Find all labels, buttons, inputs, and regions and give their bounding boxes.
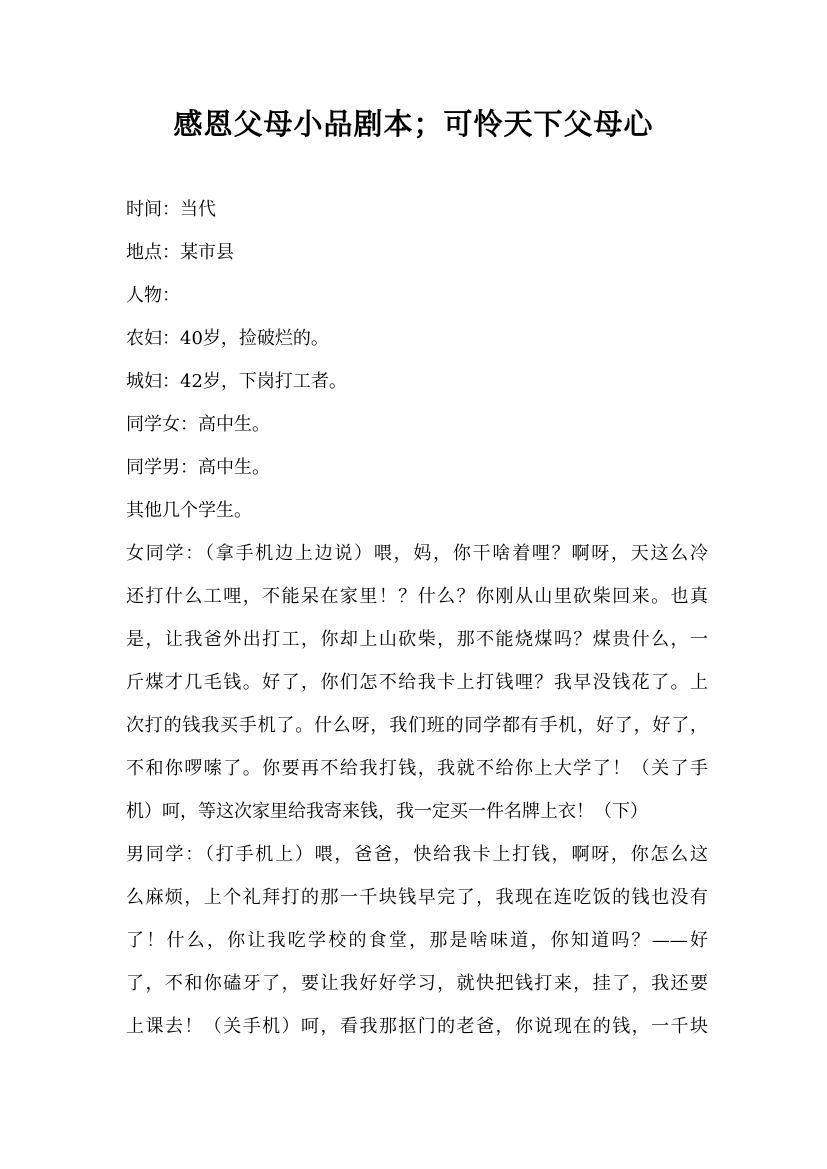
text-line: 人物： <box>126 285 180 306</box>
text-line: 了，不和你磕牙了，要让我好好学习，就快把钱打来，挂了，我还要 <box>126 973 708 994</box>
text-line: 不和你啰嗦了。你要再不给我打钱，我就不给你上大学了！（关了手 <box>126 758 708 779</box>
text-line: 男同学：（打手机上）喂，爸爸，快给我卡上打钱，啊呀，你怎么这 <box>126 844 708 865</box>
text-line: 女同学：（拿手机边上边说）喂，妈，你干啥着哩？啊呀，天这么冷 <box>126 543 708 564</box>
text-line: 地点：某市县 <box>126 242 234 263</box>
text-line: 时间：当代 <box>126 199 216 220</box>
text-line: 城妇：42岁，下岗打工者。 <box>126 371 347 392</box>
text-line: 同学男：高中生。 <box>126 457 270 478</box>
document-body <box>126 188 708 1048</box>
text-line: 其他几个学生。 <box>126 500 252 521</box>
text-line: 么麻烦，上个礼拜打的那一千块钱早完了，我现在连吃饭的钱也没有 <box>126 887 708 908</box>
text-line: 还打什么工哩，不能呆在家里！？什么？你刚从山里砍柴回来。也真 <box>126 586 708 607</box>
text-line: 农妇：40岁，捡破烂的。 <box>126 328 329 349</box>
text-line: 上课去！（关手机）呵，看我那抠门的老爸，你说现在的钱，一千块 <box>126 1016 708 1037</box>
text-line: 次打的钱我买手机了。什么呀，我们班的同学都有手机，好了，好了， <box>126 715 708 736</box>
text-line: 斤煤才几毛钱。好了，你们怎不给我卡上打钱哩？我早没钱花了。上 <box>126 672 708 693</box>
text-line: 是，让我爸外出打工，你却上山砍柴，那不能烧煤吗？煤贵什么，一 <box>126 629 708 650</box>
document-title: 感恩父母小品剧本；可怜天下父母心 <box>173 107 654 141</box>
text-line: 了！什么，你让我吃学校的食堂，那是啥味道，你知道吗？——好 <box>126 930 708 951</box>
text-line: 机）呵，等这次家里给我寄来钱，我一定买一件名牌上衣！（下） <box>126 801 648 822</box>
text-line: 同学女：高中生。 <box>126 414 270 435</box>
